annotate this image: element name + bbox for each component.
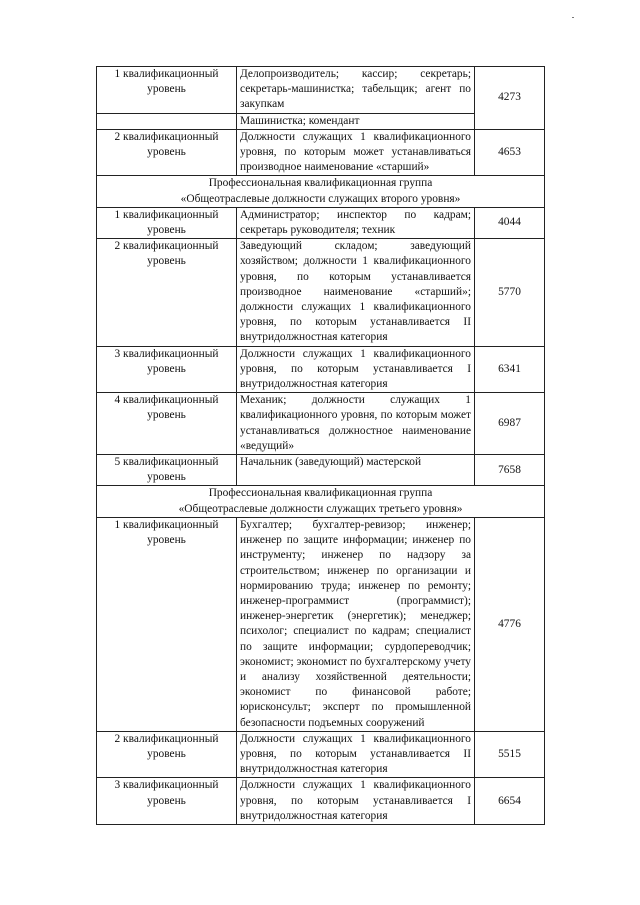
salary: 5770	[475, 239, 545, 346]
scan-speck	[572, 17, 574, 18]
positions: Машинистка; комендант	[237, 113, 475, 129]
positions: Бухгалтер; бухгалтер-ревизор; инженер; инженер по защите информации; инженер по инструменту; инженер по надзору за строительством; инженер по организации и нормированию труда; инженер по ремонту; инженер-программист (программист); инженер-энергетик (энергетик); менеджер; психолог; специалист по кадрам; специалист по защите информации; сурдопереводчик; экономист; экономист по бухгалтерскому учету и анализу хозяйственной деятельности; экономист по финансовой работе; юрисконсульт; эксперт по промышленной безопасности подъемных сооружений	[237, 517, 475, 731]
salary: 7658	[475, 455, 545, 486]
table-row	[97, 455, 545, 486]
salary: 6654	[475, 778, 545, 825]
positions: Механик; должности служащих 1 квалификационного уровня, по которым может устанавливаться должностное наименование «ведущий»	[237, 393, 475, 455]
table-row	[97, 393, 545, 455]
salary: 5515	[475, 731, 545, 778]
qualification-level: 1 квалификационный уровень	[97, 67, 237, 114]
table-row	[97, 517, 545, 731]
table-row	[97, 207, 545, 238]
group-header	[97, 486, 545, 517]
positions: Должности служащих 1 квалификационного уровня, по которым устанавливается II внутридолжностная категория	[237, 731, 475, 778]
qualification-level: 1 квалификационный уровень	[97, 207, 237, 238]
positions: Должности служащих 1 квалификационного уровня, по которым устанавливается I внутридолжностная категория	[237, 778, 475, 825]
qualification-level: 2 квалификационный уровень	[97, 731, 237, 778]
positions: Начальник (заведующий) мастерской	[237, 455, 475, 486]
positions: Делопроизводитель; кассир; секретарь; секретарь-машинистка; табельщик; агент по закупкам	[237, 67, 475, 114]
positions: Заведующий складом; заведующий хозяйством; должности 1 квалификационного уровня, по которым устанавливается производное наименование «старший»; должности служащих 1 квалификационного уровня, по которым устанавливается II внутридолжностная категория	[237, 239, 475, 346]
qualification-level: 3 квалификационный уровень	[97, 778, 237, 825]
positions: Должности служащих 1 квалификационного уровня, по которым может устанавливаться производное наименование «старший»	[237, 129, 475, 176]
group-subtitle: «Общеотраслевые должности служащих второго уровня»	[180, 192, 461, 205]
group-title: Профессиональная квалификационная группа	[208, 177, 433, 190]
qualification-level: 3 квалификационный уровень	[97, 346, 237, 393]
salary: 6987	[475, 393, 545, 455]
table-row	[97, 778, 545, 825]
group-header-row	[97, 486, 545, 517]
salary: 4776	[475, 517, 545, 731]
qualification-level: 1 квалификационный уровень	[97, 517, 237, 731]
positions: Администратор; инспектор по кадрам; секретарь руководителя; техник	[237, 207, 475, 238]
table-row	[97, 731, 545, 778]
salary-table	[96, 66, 545, 825]
table-row	[97, 67, 545, 114]
qualification-level	[97, 113, 237, 129]
group-header-row	[97, 176, 545, 207]
qualification-level: 5 квалификационный уровень	[97, 455, 237, 486]
qualification-level: 2 квалификационный уровень	[97, 129, 237, 176]
table-row	[97, 129, 545, 176]
salary: 4653	[475, 129, 545, 176]
salary: 4273	[475, 67, 545, 130]
group-subtitle: «Общеотраслевые должности служащих третьего уровня»	[178, 502, 463, 515]
positions: Должности служащих 1 квалификационного уровня, по которым устанавливается I внутридолжностная категория	[237, 346, 475, 393]
qualification-level: 4 квалификационный уровень	[97, 393, 237, 455]
salary: 4044	[475, 207, 545, 238]
table-row	[97, 346, 545, 393]
salary: 6341	[475, 346, 545, 393]
group-title: Профессиональная квалификационная группа	[208, 487, 433, 500]
table-row	[97, 239, 545, 346]
group-header	[97, 176, 545, 207]
qualification-level: 2 квалификационный уровень	[97, 239, 237, 346]
